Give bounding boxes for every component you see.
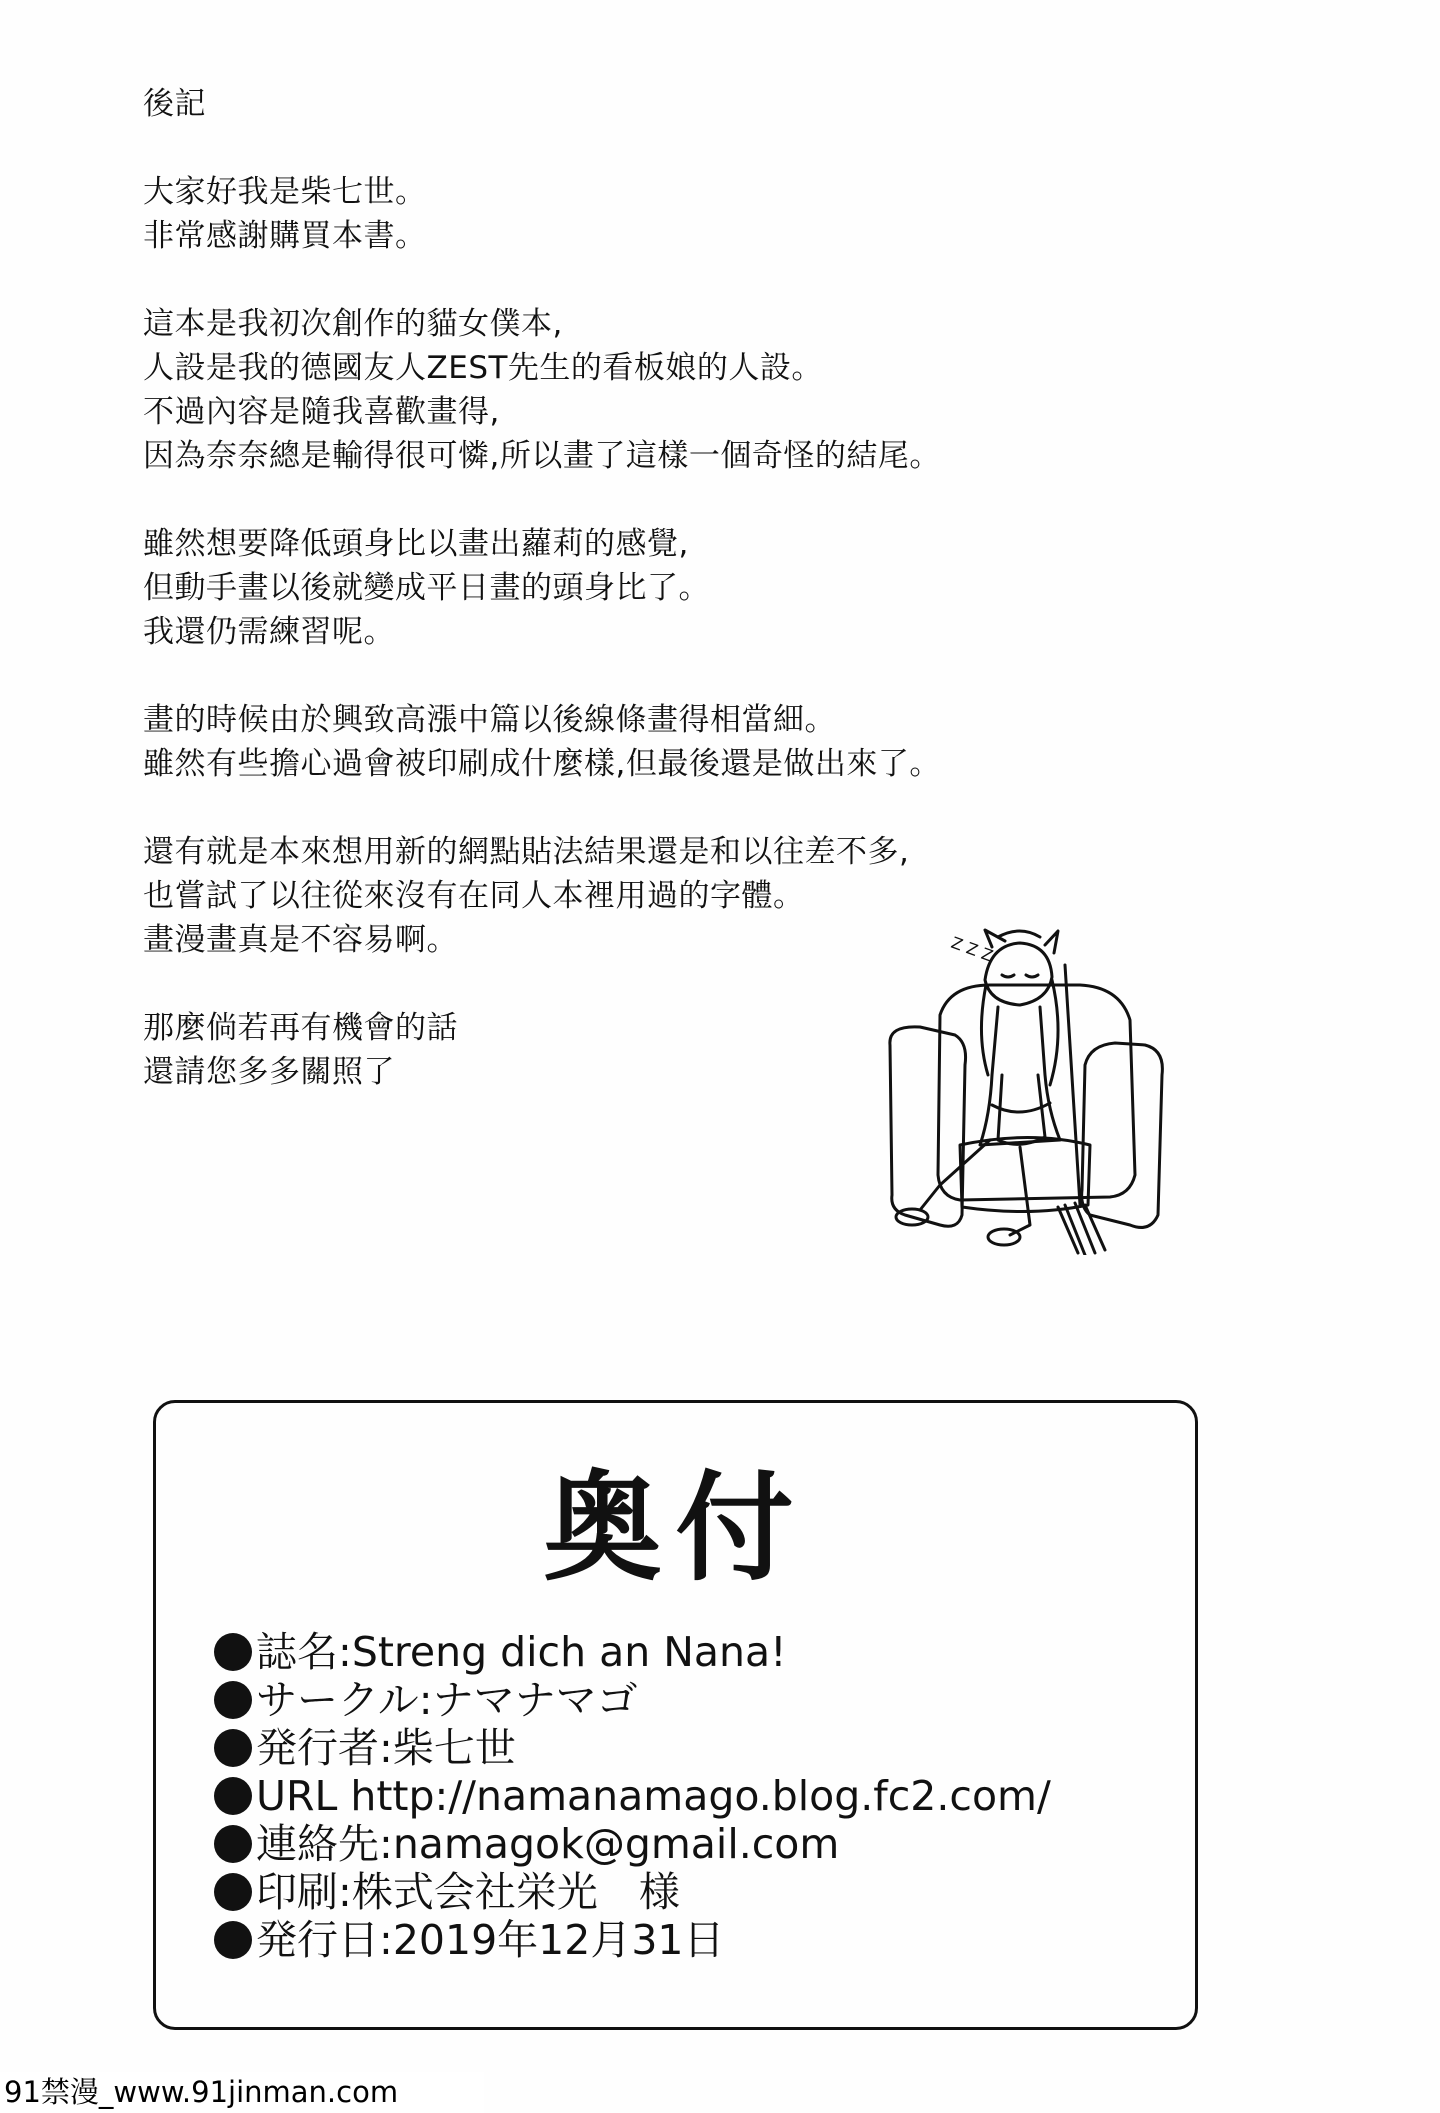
colophon-entry: [214, 1868, 1051, 1916]
colophon-title: 奥付: [543, 1459, 808, 1597]
zzz-text: Z Z Z: [948, 932, 996, 966]
text-line: 畫的時候由於興致高漲中篇以後線條畫得相當細。: [143, 702, 836, 738]
colophon-entry-text: 発行日:2019年12月31日: [256, 1916, 725, 1964]
afterword-paragraph: [143, 698, 1103, 786]
site-watermark: 91禁漫_www.91jinman.com: [0, 2072, 484, 2113]
colophon-entry-text: URL http://namanamago.blog.fc2.com/: [256, 1772, 1051, 1820]
colophon-entry: [214, 1724, 1051, 1772]
text-line: 大家好我是柴七世。: [143, 174, 427, 210]
afterword-paragraph: [143, 170, 1103, 258]
colophon-entry: [214, 1772, 1051, 1820]
bullet-dot-icon: [214, 1633, 252, 1671]
colophon-box: [153, 1400, 1198, 2030]
colophon-entry-text: 印刷:株式会社栄光 様: [256, 1868, 680, 1916]
colophon-entry-text: サークル:ナマナマゴ: [256, 1676, 638, 1724]
colophon-entry: [214, 1628, 1051, 1676]
colophon-entry-text: 連絡先:namagok@gmail.com: [256, 1820, 840, 1868]
text-line: 但動手畫以後就變成平日畫的頭身比了。: [143, 570, 710, 606]
text-line: 還有就是本來想用新的網點貼法結果還是和以往差不多,: [143, 834, 910, 870]
text-line: 雖然有些擔心過會被印刷成什麼樣,但最後還是做出來了。: [143, 746, 941, 782]
colophon-entry-text: 誌名:Streng dich an Nana!: [256, 1628, 787, 1676]
colophon-list: [214, 1628, 1051, 1964]
bullet-dot-icon: [214, 1825, 252, 1863]
colophon-entry-text: 発行者:柴七世: [256, 1724, 516, 1772]
afterword-paragraph: [143, 522, 1103, 654]
text-line: 那麼倘若再有機會的話: [143, 1010, 458, 1046]
bullet-dot-icon: [214, 1777, 252, 1815]
bullet-dot-icon: [214, 1921, 252, 1959]
text-line: 還請您多多關照了: [143, 1054, 395, 1090]
bullet-dot-icon: [214, 1729, 252, 1767]
text-line: 不過內容是隨我喜歡畫得,: [143, 394, 500, 430]
text-line: 因為奈奈總是輸得很可憐,所以畫了這樣一個奇怪的結尾。: [143, 438, 941, 474]
sleeping-maid-sketch: [880, 925, 1170, 1255]
colophon-entry: [214, 1676, 1051, 1724]
text-line: 人設是我的德國友人ZEST先生的看板娘的人設。: [143, 350, 823, 386]
text-line: 畫漫畫真是不容易啊。: [143, 922, 458, 958]
colophon-entry: [214, 1916, 1051, 1964]
text-line: 雖然想要降低頭身比以畫出蘿莉的感覺,: [143, 526, 689, 562]
bullet-dot-icon: [214, 1681, 252, 1719]
text-line: 非常感謝購買本書。: [143, 218, 427, 254]
afterword-paragraph: [143, 302, 1103, 478]
text-line: 這本是我初次創作的貓女僕本,: [143, 306, 563, 342]
text-line: 也嘗試了以往從來沒有在同人本裡用過的字體。: [143, 878, 805, 914]
text-line: 我還仍需練習呢。: [143, 614, 395, 650]
colophon-entry: [214, 1820, 1051, 1868]
afterword-heading: 後記: [143, 86, 206, 122]
bullet-dot-icon: [214, 1873, 252, 1911]
